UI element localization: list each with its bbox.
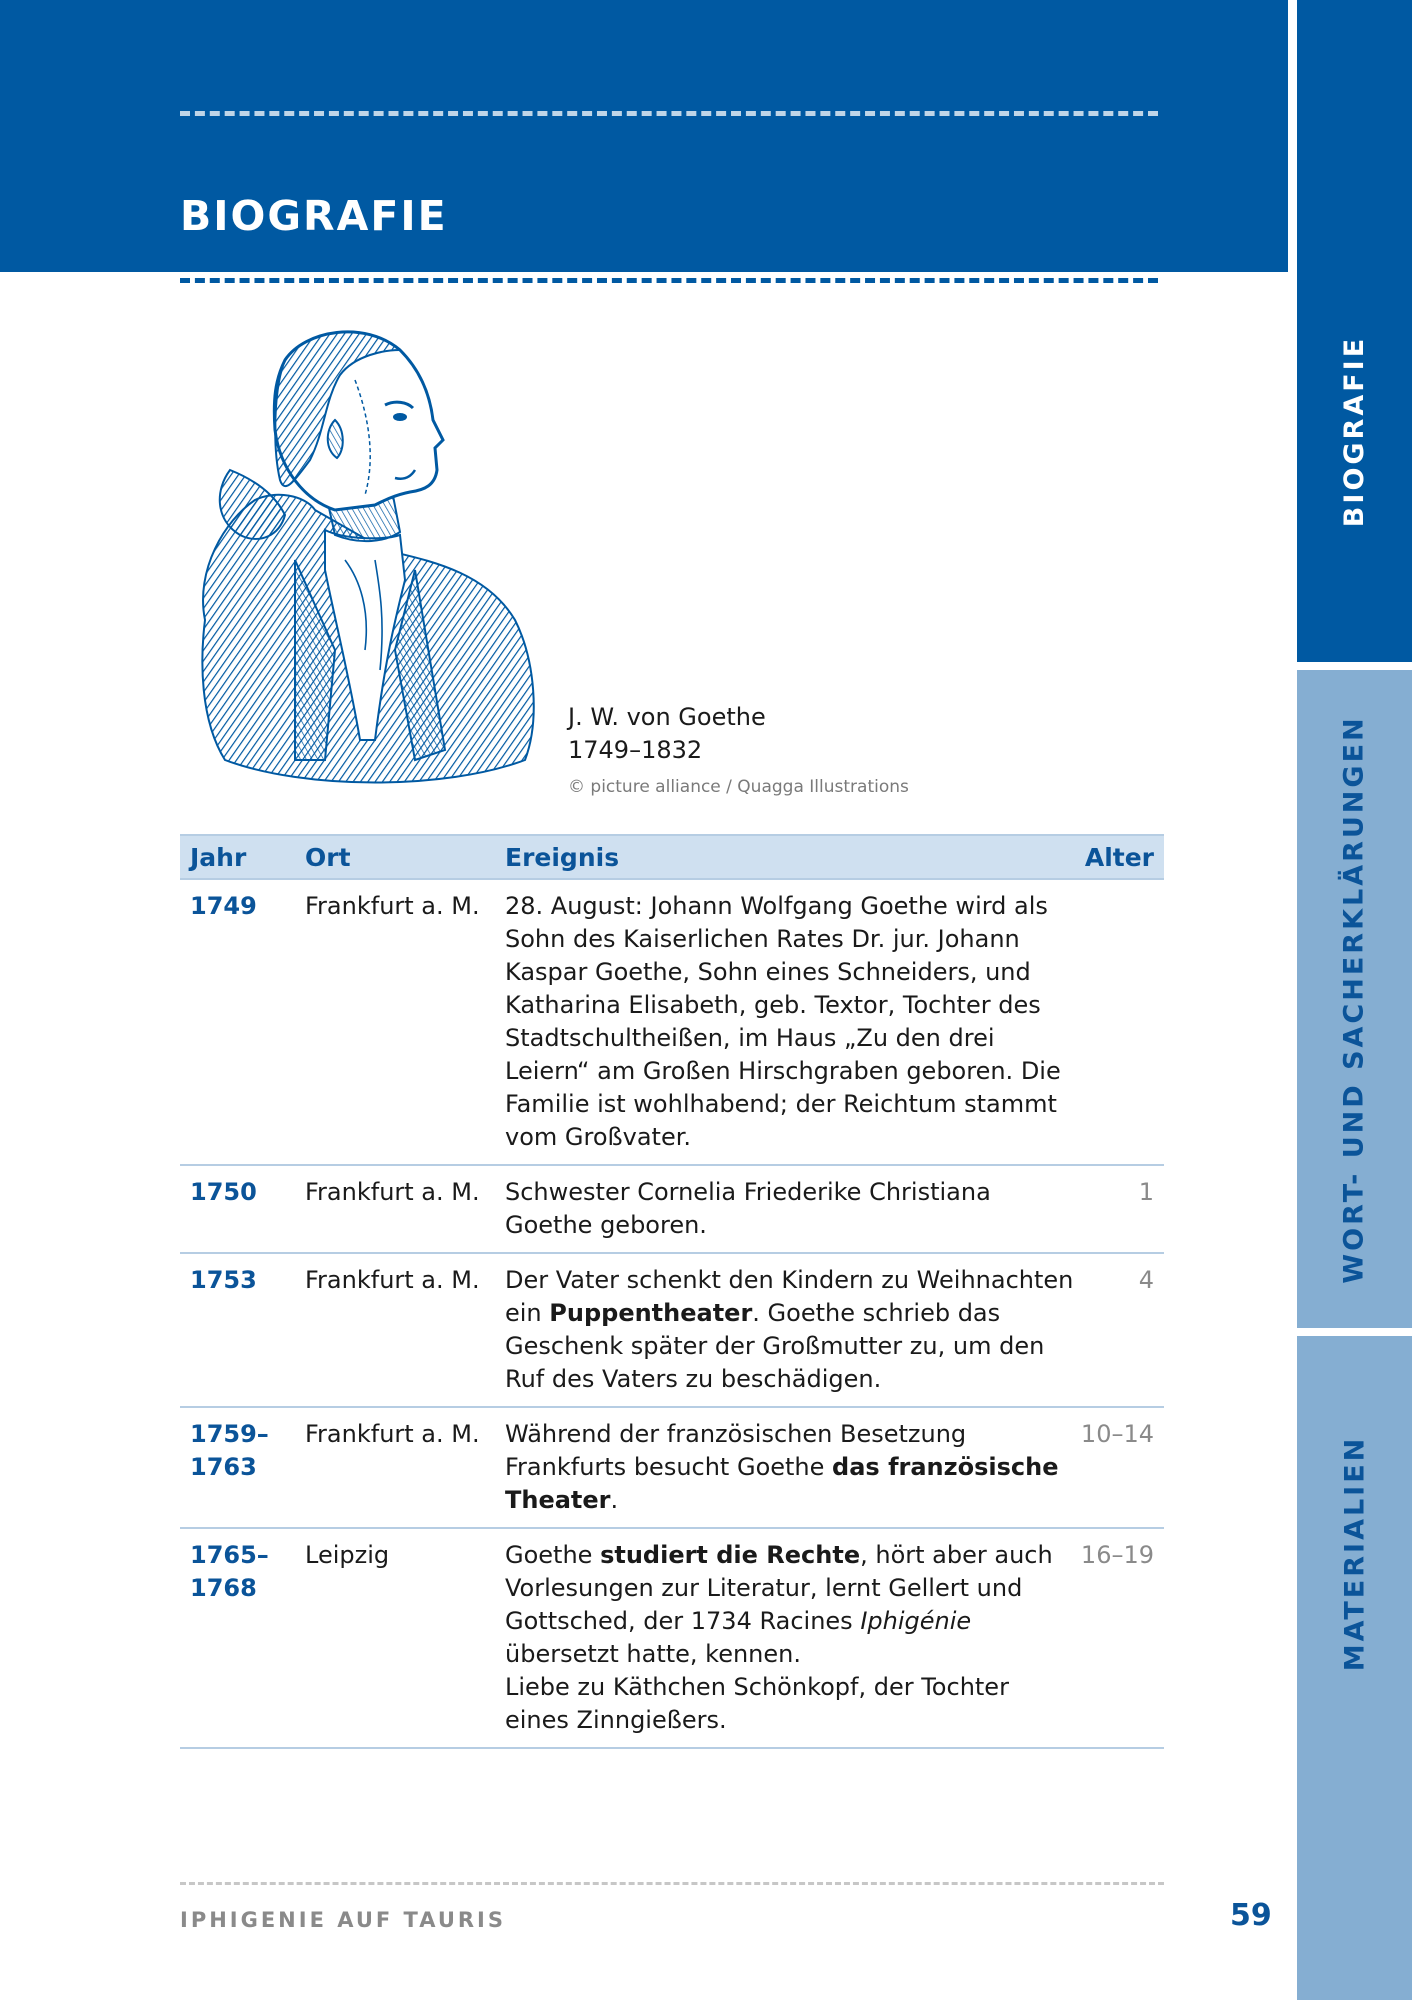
column-header-ort: Ort bbox=[305, 842, 351, 872]
ereignis-bold-text: studiert die Rechte bbox=[600, 1541, 861, 1569]
cell-ort: Frankfurt a. M. bbox=[305, 892, 480, 920]
jahr-start: 1759– bbox=[190, 1420, 269, 1448]
ereignis-bold-text: das französische Theater bbox=[505, 1453, 1059, 1514]
table-row bbox=[180, 880, 1164, 1166]
cell-ereignis bbox=[505, 1418, 1079, 1517]
ereignis-paragraph: Liebe zu Käthchen Schönkopf, der Tochter eines Zinngießers. bbox=[505, 1673, 1009, 1734]
footer-book-title: IPHIGENIE AUF TAURIS bbox=[180, 1908, 506, 1932]
tab-biografie[interactable] bbox=[1297, 0, 1412, 662]
portrait-caption-name: J. W. von Goethe bbox=[568, 703, 766, 731]
table-row bbox=[180, 1166, 1164, 1254]
column-header-alter: Alter bbox=[1084, 842, 1154, 872]
table-row bbox=[180, 1408, 1164, 1529]
cell-ort: Frankfurt a. M. bbox=[305, 1178, 480, 1206]
ereignis-text: . bbox=[610, 1486, 619, 1514]
tab-label: BIOGRAFIE bbox=[1339, 335, 1370, 527]
cell-alter: 4 bbox=[1138, 1266, 1154, 1294]
tab-label: WORT- UND SACHERKLÄRUNGEN bbox=[1339, 714, 1371, 1284]
cell-jahr: 1749 bbox=[190, 892, 257, 920]
cell-alter: 1 bbox=[1138, 1178, 1154, 1206]
page-number: 59 bbox=[1230, 1898, 1272, 1933]
tab-materialien[interactable] bbox=[1297, 1336, 1412, 2000]
table-header-row bbox=[180, 834, 1164, 880]
ereignis-text: Während der französischen Besetzung Frankfurts besucht Goethe bbox=[505, 1420, 967, 1481]
portrait-credit: © picture alliance / Quagga Illustrations bbox=[568, 777, 909, 797]
cell-jahr: 1753 bbox=[190, 1266, 257, 1294]
jahr-end: 1768 bbox=[190, 1574, 257, 1602]
biography-table bbox=[180, 834, 1164, 1749]
ereignis-bold-text: Puppentheater bbox=[549, 1299, 753, 1327]
cell-jahr: 1750 bbox=[190, 1178, 257, 1206]
ereignis-italic-text: Iphigénie bbox=[860, 1607, 972, 1635]
jahr-start: 1765– bbox=[190, 1541, 269, 1569]
cell-alter: 16–19 bbox=[1080, 1541, 1154, 1569]
cell-ort: Frankfurt a. M. bbox=[305, 1420, 480, 1448]
column-header-ereignis: Ereignis bbox=[505, 842, 620, 872]
title-dashed-rule bbox=[180, 278, 1158, 283]
header-dashed-rule bbox=[180, 111, 1158, 116]
cell-ereignis bbox=[505, 1264, 1079, 1396]
ereignis-text: Goethe bbox=[505, 1541, 601, 1569]
tab-label: MATERIALIEN bbox=[1339, 1435, 1370, 1671]
jahr-end: 1763 bbox=[190, 1453, 257, 1481]
cell-jahr bbox=[180, 1539, 305, 1737]
cell-ort: Frankfurt a. M. bbox=[305, 1266, 480, 1294]
cell-ereignis bbox=[505, 1539, 1079, 1737]
ereignis-text: , hört aber auch Vorlesungen zur Literatur, lernt Gellert und Gottsched, der 1734 Racines bbox=[505, 1541, 1053, 1635]
cell-alter: 10–14 bbox=[1080, 1420, 1154, 1448]
ereignis-text: übersetzt hatte, kennen. bbox=[505, 1640, 801, 1668]
header-band bbox=[0, 0, 1288, 272]
cell-alter bbox=[1079, 890, 1164, 1154]
ereignis-text: Schwester Cornelia Friederike Christiana Goethe geboren. bbox=[505, 1178, 991, 1239]
portrait-caption-years: 1749–1832 bbox=[568, 736, 703, 764]
ereignis-text: 28. August: Johann Wolfgang Goethe wird als Sohn des Kaiserlichen Rates Dr. jur. Johann Kaspar Goethe, Sohn eines Schneiders, und Katharina Elisabeth, geb. Textor, Tochter des Stadtschultheißen, im Haus „Zu den drei Leiern“ am Großen Hirschgraben geboren. Die Familie ist wohlhabend; der Reichtum stammt vom Großvater. bbox=[505, 892, 1061, 1151]
tab-wort-und-sacherklaerungen[interactable] bbox=[1297, 670, 1412, 1328]
table-row bbox=[180, 1529, 1164, 1749]
ereignis-text: Der Vater schenkt den Kindern zu Weihnachten ein bbox=[505, 1266, 1074, 1327]
cell-ereignis bbox=[505, 890, 1079, 1154]
page-title: BIOGRAFIE bbox=[180, 192, 448, 240]
cell-ort: Leipzig bbox=[305, 1541, 390, 1569]
cell-ereignis bbox=[505, 1176, 1079, 1242]
table-row bbox=[180, 1254, 1164, 1408]
footer-dashed-rule bbox=[180, 1882, 1164, 1885]
ereignis-paragraph bbox=[505, 1539, 1079, 1671]
ereignis-text: . Goethe schrieb das Geschenk später der Großmutter zu, um den Ruf des Vaters zu beschädigen. bbox=[505, 1299, 1045, 1393]
goethe-portrait-image bbox=[185, 320, 545, 790]
column-header-jahr: Jahr bbox=[190, 842, 247, 872]
cell-jahr bbox=[180, 1418, 305, 1517]
